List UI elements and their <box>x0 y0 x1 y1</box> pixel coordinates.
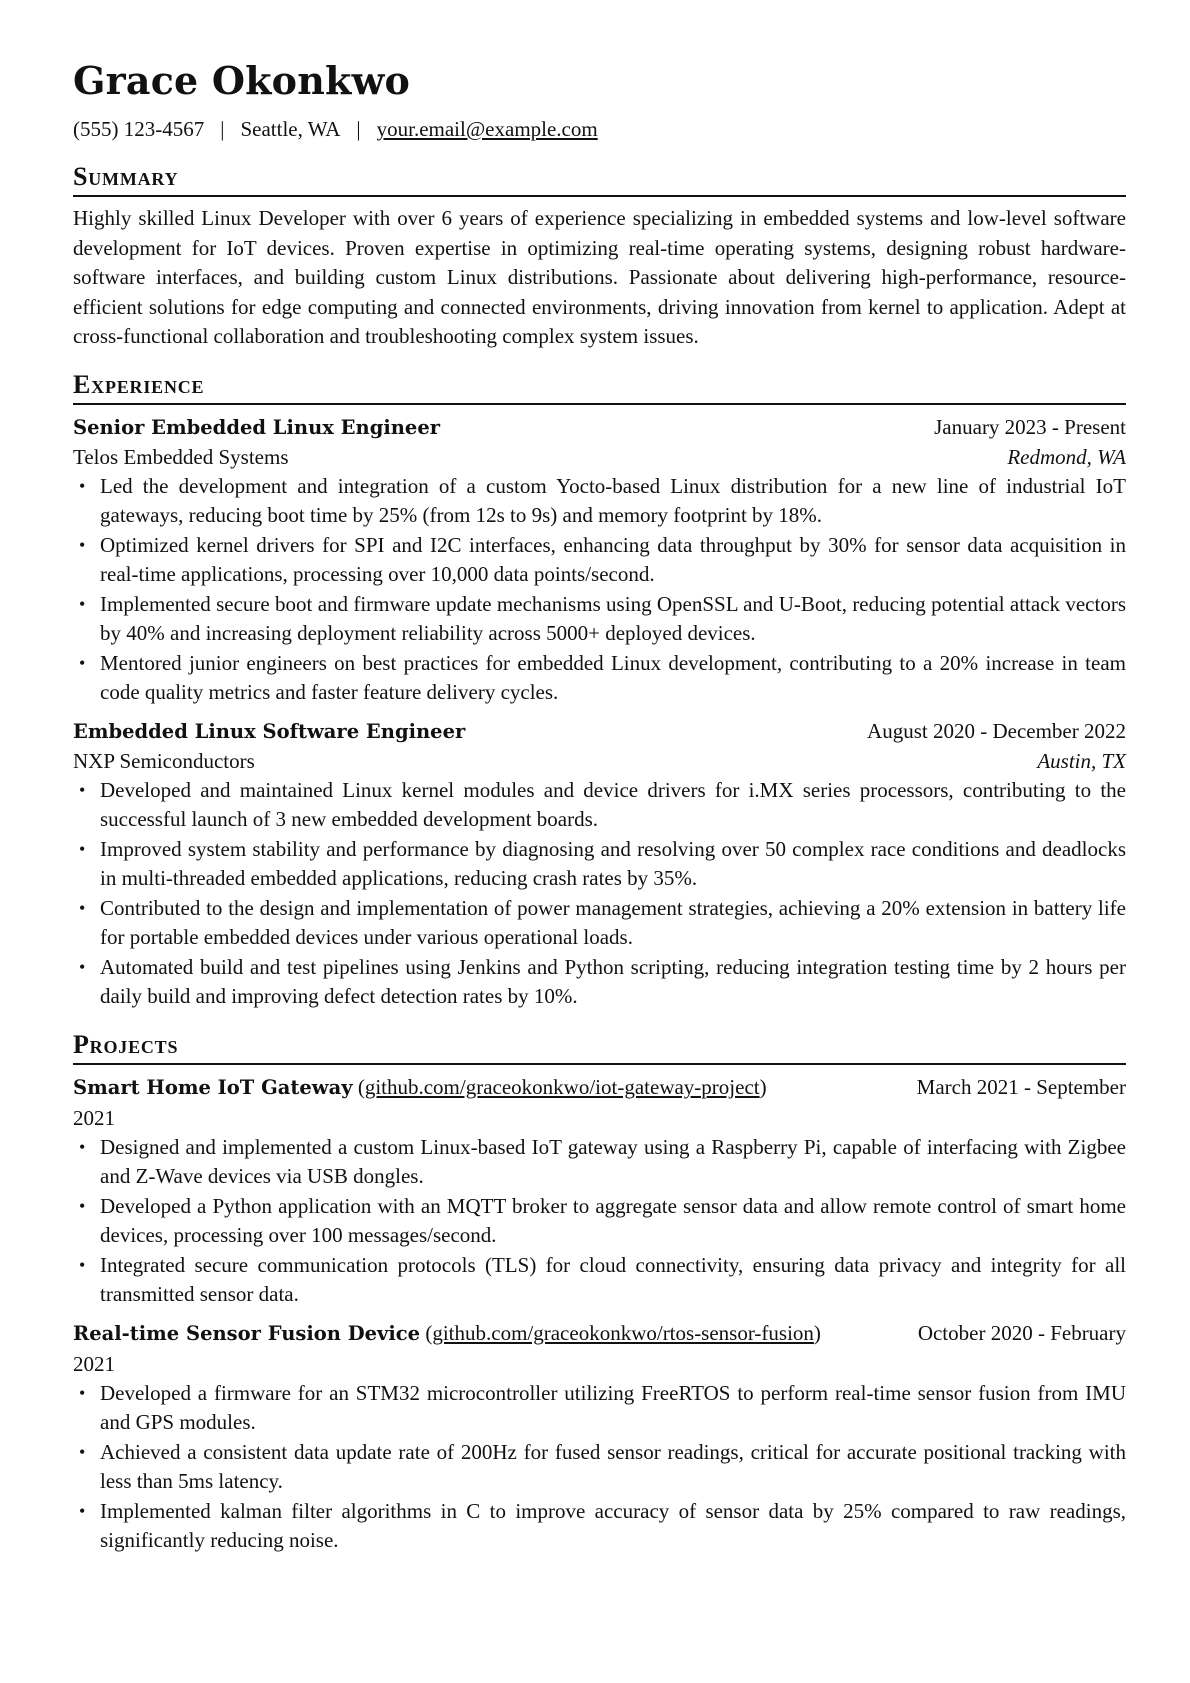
job-location: Austin, TX <box>1037 748 1126 773</box>
job-bullets <box>73 472 1126 708</box>
project-entry: Real-time Sensor Fusion Device (github.com/graceokonkwo/rtos-sensor-fusion) October 2020 - February 2021 • Developed a firmware for an STM32 microcontroller utilizing FreeRTOS to perform real-time sensor fusion from IMU and GPS modules. • Achieved a consistent data update rate of 200Hz for fused sensor readings, critical for accurate positional tracking with less than 5ms latency. • Implemented kalman filter algorithms in C to improve accuracy of sensor data by 25% compared to raw readings, significantly reducing noise. <box>73 1318 1126 1556</box>
bullet-item: • Mentored junior engineers on best practices for embedded Linux development, contributing to a 20% increase in team code quality metrics and faster feature delivery cycles. <box>73 649 1126 708</box>
project-dates: October 2020 - February <box>917 1320 1126 1345</box>
job-company: NXP Semiconductors <box>73 748 255 773</box>
contact-separator: | <box>356 117 361 141</box>
bullet-item: • Developed a firmware for an STM32 microcontroller utilizing FreeRTOS to perform real-time sensor fusion from IMU and GPS modules. <box>73 1379 1126 1438</box>
bullet-item: • Improved system stability and performance by diagnosing and resolving over 50 complex race conditions and deadlocks in multi-threaded embedded applications, reducing crash rates by 35%. <box>73 835 1126 894</box>
section-title-projects: Projects <box>73 1030 1126 1065</box>
phone-number: (555) 123-4567 <box>73 117 205 141</box>
job-title: Embedded Linux Software Engineer <box>73 719 466 743</box>
job-dates: August 2020 - December 2022 <box>867 718 1126 743</box>
project-entry: Smart Home IoT Gateway (github.com/graceokonkwo/iot-gateway-project) March 2021 - September 2021 • Designed and implemented a custom Linux-based IoT gateway using a Raspberry Pi, capable of interfacing with Zigbee and Z-Wave devices via USB dongles. • Developed a Python application with an MQTT broker to aggregate sensor data and allow remote control of smart home devices, processing over 100 messages/second. • Integrated secure communication protocols (TLS) for cloud connectivity, ensuring data privacy and integrity for all transmitted sensor data. <box>73 1072 1126 1310</box>
bullet-item: • Developed a Python application with an MQTT broker to aggregate sensor data and allow remote control of smart home devices, processing over 100 messages/second. <box>73 1192 1126 1251</box>
bullet-item: • Integrated secure communication protocols (TLS) for cloud connectivity, ensuring data privacy and integrity for all transmitted sensor data. <box>73 1251 1126 1310</box>
candidate-name: Grace Okonkwo <box>73 58 411 103</box>
section-title-experience: Experience <box>73 370 1126 405</box>
project-link[interactable]: github.com/graceokonkwo/iot-gateway-project <box>364 1074 760 1099</box>
contact-separator: | <box>220 117 225 141</box>
project-title: Smart Home IoT Gateway <box>73 1075 353 1099</box>
job-location: Redmond, WA <box>1007 444 1126 469</box>
resume-page <box>73 58 1126 1564</box>
project-link[interactable]: github.com/graceokonkwo/rtos-sensor-fusion <box>432 1320 814 1345</box>
section-title-summary: Summary <box>73 162 1126 197</box>
job-entry <box>73 412 1126 708</box>
job-company: Telos Embedded Systems <box>73 444 289 469</box>
job-dates: January 2023 - Present <box>934 414 1126 439</box>
project-title: Real-time Sensor Fusion Device <box>73 1321 421 1345</box>
location: Seattle, WA <box>240 117 341 141</box>
contact-line <box>73 114 1126 144</box>
experience-section <box>73 370 1126 1012</box>
bullet-item: • Developed and maintained Linux kernel modules and device drivers for i.MX series processors, contributing to the successful launch of 3 new embedded development boards. <box>73 776 1126 835</box>
bullet-item: • Optimized kernel drivers for SPI and I2C interfaces, enhancing data throughput by 30% for sensor data acquisition in real-time applications, processing over 10,000 data points/second. <box>73 531 1126 590</box>
bullet-item: • Led the development and integration of a custom Yocto-based Linux distribution for a new line of industrial IoT gateways, reducing boot time by 25% (from 12s to 9s) and memory footprint by 18%. <box>73 472 1126 531</box>
projects-section <box>73 1030 1126 1556</box>
bullet-item: • Contributed to the design and implementation of power management strategies, achieving a 20% extension in battery life for portable embedded devices under various operational loads. <box>73 894 1126 953</box>
email-link[interactable]: your.email@example.com <box>376 117 598 141</box>
project-bullets <box>73 1379 1126 1556</box>
bullet-item: • Achieved a consistent data update rate of 200Hz for fused sensor readings, critical for accurate positional tracking with less than 5ms latency. <box>73 1438 1126 1497</box>
bullet-item: • Implemented secure boot and firmware update mechanisms using OpenSSL and U-Boot, reducing potential attack vectors by 40% and increasing deployment reliability across 5000+ deployed devices. <box>73 590 1126 649</box>
project-dates-continued: 2021 <box>73 1351 115 1376</box>
job-bullets <box>73 776 1126 1012</box>
bullet-item: • Automated build and test pipelines using Jenkins and Python scripting, reducing integration testing time by 2 hours per daily build and improving defect detection rates by 10%. <box>73 953 1126 1012</box>
project-dates: March 2021 - September <box>916 1074 1126 1099</box>
project-dates-continued: 2021 <box>73 1105 115 1130</box>
project-bullets <box>73 1133 1126 1310</box>
job-entry <box>73 716 1126 1012</box>
summary-text: Highly skilled Linux Developer with over 6 years of experience specializing in embedded systems and low-level software development for IoT devices. Proven expertise in optimizing real-time operating systems, designing robust hardware-software interfaces, and building custom Linux distributions. Passionate about delivering high-performance, resource-efficient solutions for edge computing and connected environments, driving innovation from kernel to application. Adept at cross-functional collaboration and troubleshooting complex system issues. <box>73 206 1126 349</box>
bullet-item: • Implemented kalman filter algorithms in C to improve accuracy of sensor data by 25% compared to raw readings, significantly reducing noise. <box>73 1497 1126 1556</box>
summary-section <box>73 162 1126 352</box>
job-title: Senior Embedded Linux Engineer <box>73 415 441 439</box>
bullet-item: • Designed and implemented a custom Linux-based IoT gateway using a Raspberry Pi, capable of interfacing with Zigbee and Z-Wave devices via USB dongles. <box>73 1133 1126 1192</box>
